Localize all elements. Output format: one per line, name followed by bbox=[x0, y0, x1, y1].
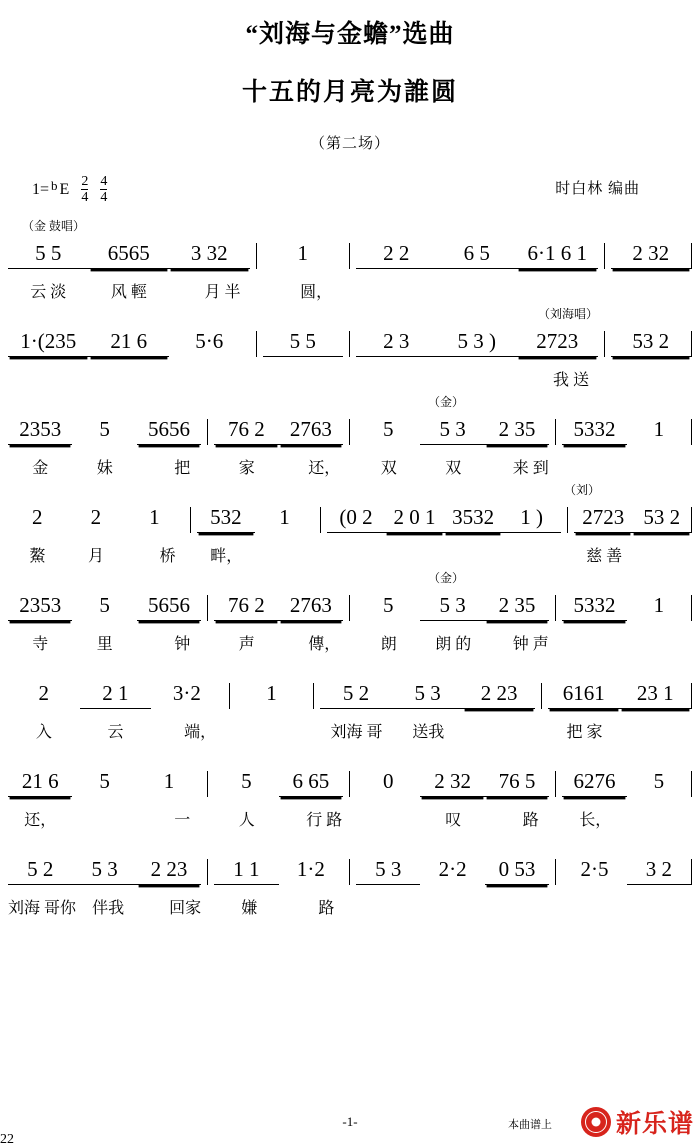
barline bbox=[604, 243, 605, 269]
note-cell: 76 2 bbox=[214, 417, 278, 445]
barline bbox=[190, 507, 191, 533]
time-signature-1: $\frac{2}{4}$ bbox=[81, 174, 89, 205]
lyric-cell: 圆， bbox=[300, 284, 333, 301]
singer-annotation: （金） bbox=[428, 395, 465, 409]
note-cell: 76 2 bbox=[214, 593, 278, 621]
lyric-cell: 月 bbox=[87, 548, 104, 565]
singer-annotation: （刘海唱） bbox=[538, 307, 599, 321]
note-cell: 5 bbox=[382, 417, 394, 441]
lyric-cell: 朗 bbox=[380, 636, 397, 653]
note-cell: 2723 bbox=[517, 329, 598, 357]
lyric-cell: 钟 声 bbox=[512, 636, 549, 653]
note-cell: 5656 bbox=[137, 593, 201, 621]
note-cell: 76 5 bbox=[485, 769, 549, 797]
lyric-row bbox=[8, 279, 692, 303]
lyric-cell: 风 輕 bbox=[110, 284, 147, 301]
lyric-cell: 还， bbox=[24, 812, 57, 829]
note-cell: 5 bbox=[653, 769, 665, 793]
note-cell: 53 2 bbox=[611, 329, 692, 357]
note-cell: 1 bbox=[266, 681, 277, 705]
note-cell: 2 bbox=[90, 505, 102, 529]
note-cell: 0 bbox=[382, 769, 394, 793]
note-cell: 1 bbox=[653, 593, 665, 617]
barline bbox=[555, 419, 556, 445]
score-system bbox=[8, 745, 692, 833]
note-cell: 6·1 6 1 bbox=[517, 241, 598, 269]
end-barline bbox=[691, 419, 692, 445]
note-cell: 23 1 bbox=[620, 681, 692, 709]
end-barline bbox=[691, 683, 692, 709]
lyric-row bbox=[8, 367, 692, 391]
composer-credit: 时白林 编曲 bbox=[555, 181, 640, 197]
note-cell: 1·2 bbox=[296, 857, 325, 881]
meta-row bbox=[0, 171, 700, 211]
note-cell: 2 bbox=[38, 681, 50, 705]
note-cell: 21 6 bbox=[8, 769, 72, 797]
note-cell: 2723 bbox=[574, 505, 633, 533]
lyric-cell: 行 路 bbox=[306, 812, 343, 829]
note-cell: 3 2 bbox=[627, 857, 691, 885]
end-barline bbox=[691, 331, 692, 357]
barline bbox=[207, 859, 208, 885]
logo-text: 新乐谱 bbox=[615, 1111, 694, 1138]
lyric-row bbox=[8, 543, 692, 567]
site-logo[interactable] bbox=[581, 1104, 694, 1140]
lyric-cell: 把 家 bbox=[566, 724, 603, 741]
lyric-cell: 长， bbox=[579, 812, 612, 829]
note-cell: 1 bbox=[279, 505, 290, 529]
lyric-cell: 人 bbox=[238, 812, 255, 829]
note-cell: 53 2 bbox=[632, 505, 691, 533]
lyric-cell: 我 送 bbox=[553, 372, 590, 389]
note-cell: 6276 bbox=[562, 769, 626, 797]
end-barline bbox=[691, 771, 692, 797]
lyric-cell: 刘海 哥 bbox=[330, 724, 383, 741]
note-cell: 2 32 bbox=[420, 769, 484, 797]
note-cell: 5 bbox=[99, 593, 110, 617]
note-cell: 5 3 bbox=[420, 417, 484, 445]
note-row bbox=[8, 241, 692, 277]
score-system bbox=[8, 393, 692, 481]
note-cell: 2 35 bbox=[485, 593, 549, 621]
note-cell: (0 2 bbox=[327, 505, 386, 533]
note-cell: 1 bbox=[163, 769, 175, 793]
lyric-cell: 云 淡 bbox=[30, 284, 67, 301]
score-system bbox=[8, 305, 692, 393]
scene-label: （第二场） bbox=[309, 136, 390, 152]
barline bbox=[313, 683, 314, 709]
vinyl-record-icon bbox=[581, 1107, 611, 1137]
lyric-row bbox=[8, 631, 692, 655]
note-cell: 2 32 bbox=[611, 241, 692, 269]
note-cell: 5 2 bbox=[320, 681, 392, 709]
note-cell: 5 2 bbox=[8, 857, 72, 885]
music-score bbox=[0, 217, 700, 921]
note-cell: 5 3 bbox=[392, 681, 464, 709]
lyric-cell: 回家 bbox=[169, 900, 202, 917]
note-cell: 1 ) bbox=[502, 505, 561, 533]
lyric-cell: 双 bbox=[445, 460, 462, 477]
lyric-cell: 路 bbox=[522, 812, 539, 829]
lyric-cell: 家 bbox=[238, 460, 255, 477]
note-cell: 2353 bbox=[8, 593, 72, 621]
note-cell: 5332 bbox=[562, 593, 626, 621]
lyric-cell: 朗 的 bbox=[435, 636, 472, 653]
lyric-cell: 金 bbox=[32, 460, 49, 477]
barline bbox=[207, 595, 208, 621]
note-cell: 0 53 bbox=[485, 857, 549, 885]
note-row bbox=[8, 681, 692, 717]
note-cell: 1·(235 bbox=[8, 329, 89, 357]
note-cell: 6 65 bbox=[279, 769, 343, 797]
key-letter: E bbox=[59, 181, 70, 198]
note-row bbox=[8, 769, 692, 805]
page-footer bbox=[0, 1102, 700, 1146]
singer-annotation: （刘） bbox=[564, 483, 601, 497]
barline bbox=[349, 595, 350, 621]
note-row bbox=[8, 417, 692, 453]
song-title: 十五的月亮为誰圆 bbox=[241, 79, 458, 106]
note-cell: 3·2 bbox=[172, 681, 201, 705]
score-system bbox=[8, 217, 692, 305]
lyric-cell: 双 bbox=[380, 460, 397, 477]
lyric-cell: 端， bbox=[184, 724, 217, 741]
barline bbox=[349, 859, 350, 885]
lyric-cell: 一 bbox=[174, 812, 191, 829]
end-barline bbox=[691, 595, 692, 621]
note-cell: 1 1 bbox=[214, 857, 278, 885]
note-cell: 2763 bbox=[279, 593, 343, 621]
note-cell: 3 32 bbox=[169, 241, 250, 269]
note-cell: 1 bbox=[653, 417, 665, 441]
note-cell: 2 35 bbox=[485, 417, 549, 445]
barline bbox=[229, 683, 230, 709]
corner-mark: 22 bbox=[0, 1132, 14, 1147]
lyric-cell: 路 bbox=[318, 900, 335, 917]
lyric-cell: 妹 bbox=[96, 460, 113, 477]
note-cell: 5·6 bbox=[195, 329, 224, 353]
lyric-cell: 把 bbox=[174, 460, 191, 477]
note-row bbox=[8, 857, 692, 893]
note-cell: 5 5 bbox=[8, 241, 89, 269]
note-cell: 5 5 bbox=[263, 329, 344, 357]
note-cell: 5 3 bbox=[420, 593, 484, 621]
note-cell: 5 3 bbox=[356, 857, 420, 885]
note-cell: 5 bbox=[99, 769, 110, 793]
lyric-cell: 鰲 bbox=[29, 548, 46, 565]
note-cell: 2 23 bbox=[137, 857, 201, 885]
flat-sign: b bbox=[51, 178, 58, 193]
note-cell: 1 bbox=[149, 505, 160, 529]
score-system bbox=[8, 657, 692, 745]
lyric-row bbox=[8, 807, 692, 831]
lyric-row bbox=[8, 895, 692, 919]
lyric-cell: 畔， bbox=[210, 548, 243, 565]
note-cell: 5656 bbox=[137, 417, 201, 445]
lyric-cell: 叹 bbox=[445, 812, 462, 829]
note-cell: 5 3 ) bbox=[437, 329, 518, 357]
end-barline bbox=[691, 243, 692, 269]
time-signature-2: $\frac{4}{4}$ bbox=[100, 174, 108, 205]
lyric-cell: 里 bbox=[96, 636, 113, 653]
lyric-cell: 还， bbox=[308, 460, 341, 477]
note-row bbox=[8, 593, 692, 629]
sheet-music-page bbox=[0, 14, 700, 1146]
lyric-cell: 慈 善 bbox=[586, 548, 623, 565]
lyric-cell: 云 bbox=[107, 724, 124, 741]
source-credit: 本曲谱上 bbox=[508, 1118, 552, 1131]
opera-title: “刘海与金蟾”选曲 bbox=[245, 21, 455, 48]
barline bbox=[320, 507, 321, 533]
lyric-cell: 刘海 哥你 bbox=[8, 900, 77, 917]
barline bbox=[567, 507, 568, 533]
singer-annotation: （金） bbox=[428, 571, 465, 585]
page-number: -1- bbox=[342, 1114, 358, 1129]
end-barline bbox=[691, 859, 692, 885]
singer-annotation: （金 鼓唱） bbox=[22, 219, 86, 233]
note-cell: 2 23 bbox=[463, 681, 535, 709]
barline bbox=[555, 771, 556, 797]
lyric-cell: 声 bbox=[238, 636, 255, 653]
note-cell: 5 bbox=[241, 769, 252, 793]
lyric-cell: 钟 bbox=[174, 636, 191, 653]
key-signature bbox=[32, 175, 107, 205]
note-cell: 2·5 bbox=[580, 857, 609, 881]
barline bbox=[256, 331, 257, 357]
score-system bbox=[8, 481, 692, 569]
lyric-cell: 入 bbox=[35, 724, 52, 741]
note-row bbox=[8, 329, 692, 365]
note-cell: 1 bbox=[297, 241, 308, 265]
lyric-cell: 桥 bbox=[159, 548, 176, 565]
barline bbox=[541, 683, 542, 709]
lyric-cell: 嫌 bbox=[241, 900, 258, 917]
note-cell: 2 3 bbox=[356, 329, 437, 357]
note-cell: 2 2 bbox=[356, 241, 437, 269]
note-cell: 2353 bbox=[8, 417, 72, 445]
lyric-cell: 伴我 bbox=[92, 900, 125, 917]
note-cell: 5 bbox=[99, 417, 110, 441]
barline bbox=[256, 243, 257, 269]
note-cell: 2 1 bbox=[80, 681, 152, 709]
key-prefix: 1= bbox=[32, 181, 50, 198]
note-cell: 21 6 bbox=[89, 329, 170, 357]
lyric-cell: 傳， bbox=[308, 636, 341, 653]
note-cell: 2763 bbox=[279, 417, 343, 445]
note-cell: 3532 bbox=[444, 505, 503, 533]
barline bbox=[349, 419, 350, 445]
barline bbox=[349, 771, 350, 797]
lyric-row bbox=[8, 719, 692, 743]
note-cell: 5332 bbox=[562, 417, 626, 445]
note-row bbox=[8, 505, 692, 541]
lyric-cell: 来 到 bbox=[512, 460, 549, 477]
lyric-cell: 送我 bbox=[412, 724, 445, 741]
barline bbox=[349, 331, 350, 357]
lyric-cell: 月 半 bbox=[204, 284, 241, 301]
lyric-cell: 寺 bbox=[32, 636, 49, 653]
barline bbox=[604, 331, 605, 357]
barline bbox=[207, 419, 208, 445]
note-cell: 2·2 bbox=[438, 857, 467, 881]
lyric-row bbox=[8, 455, 692, 479]
note-cell: 6161 bbox=[548, 681, 620, 709]
score-system bbox=[8, 569, 692, 657]
note-cell: 5 bbox=[382, 593, 394, 617]
note-cell: 2 0 1 bbox=[385, 505, 444, 533]
end-barline bbox=[691, 507, 692, 533]
barline bbox=[555, 595, 556, 621]
note-cell: 6565 bbox=[89, 241, 170, 269]
note-cell: 5 3 bbox=[72, 857, 136, 885]
note-cell: 2 bbox=[32, 505, 43, 529]
barline bbox=[207, 771, 208, 797]
note-cell: 532 bbox=[197, 505, 256, 533]
score-system bbox=[8, 833, 692, 921]
barline bbox=[349, 243, 350, 269]
barline bbox=[555, 859, 556, 885]
note-cell: 6 5 bbox=[437, 241, 518, 269]
